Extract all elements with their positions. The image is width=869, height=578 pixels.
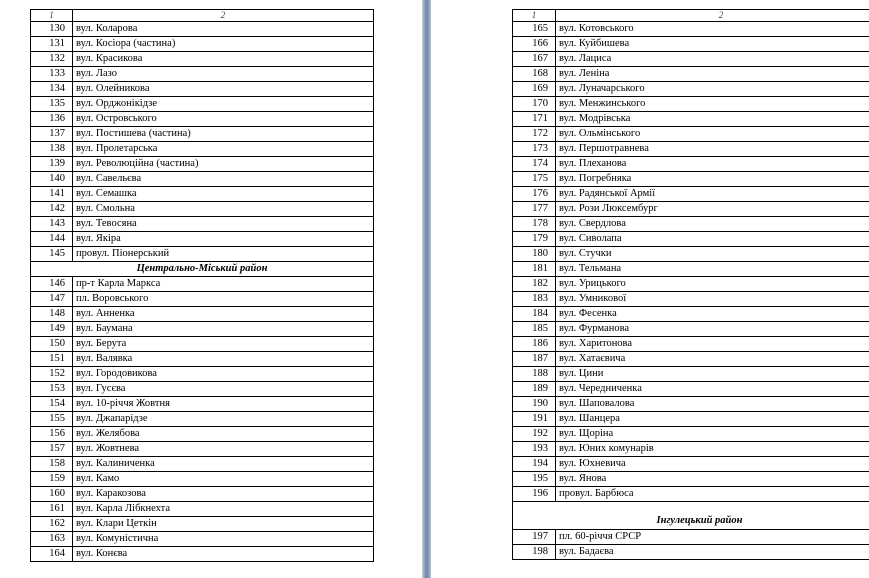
street-name: вул. Погребняка	[556, 172, 869, 187]
row-number: 157	[31, 442, 73, 457]
row-number: 151	[31, 352, 73, 367]
table-row	[31, 427, 374, 442]
street-name: вул. Котовського	[556, 22, 869, 37]
street-name: вул. Коларова	[73, 22, 374, 37]
table-row	[513, 382, 869, 397]
street-table-right	[512, 9, 869, 560]
street-table-right-body	[513, 10, 869, 560]
document-page-right	[431, 0, 869, 578]
table-row	[31, 532, 374, 547]
table-row	[513, 37, 869, 52]
table-row	[513, 292, 869, 307]
row-number: 146	[31, 277, 73, 292]
street-name: вул. 10-річчя Жовтня	[73, 397, 374, 412]
street-name: вул. Тевосяна	[73, 217, 374, 232]
street-name: вул. Калиниченка	[73, 457, 374, 472]
street-name: вул. Янова	[556, 472, 869, 487]
table-row	[31, 382, 374, 397]
row-number: 141	[31, 187, 73, 202]
table-row	[31, 277, 374, 292]
row-number: 185	[513, 322, 556, 337]
street-name: вул. Гусєва	[73, 382, 374, 397]
table-row	[31, 202, 374, 217]
street-name: вул. Смольна	[73, 202, 374, 217]
row-number: 188	[513, 367, 556, 382]
street-name: вул. Луначарського	[556, 82, 869, 97]
table-row	[513, 232, 869, 247]
row-number: 164	[31, 547, 73, 562]
table-row	[31, 52, 374, 67]
street-name: вул. Чередниченка	[556, 382, 869, 397]
row-number: 148	[31, 307, 73, 322]
table-row	[31, 37, 374, 52]
street-name: вул. Джапарідзе	[73, 412, 374, 427]
street-name: вул. Щоріна	[556, 427, 869, 442]
street-name: вул. Рози Люксембург	[556, 202, 869, 217]
row-number: 150	[31, 337, 73, 352]
row-number: 193	[513, 442, 556, 457]
street-name: вул. Комуністична	[73, 532, 374, 547]
table-row	[513, 322, 869, 337]
row-number: 177	[513, 202, 556, 217]
table-row	[31, 157, 374, 172]
street-name: вул. Тельмана	[556, 262, 869, 277]
street-name: провул. Піонерський	[73, 247, 374, 262]
table-row	[513, 337, 869, 352]
row-number: 133	[31, 67, 73, 82]
district-section-row	[513, 502, 869, 530]
street-name: вул. Юхневича	[556, 457, 869, 472]
row-number: 132	[31, 52, 73, 67]
table-row	[513, 457, 869, 472]
table-row	[513, 142, 869, 157]
row-number: 165	[513, 22, 556, 37]
row-number: 160	[31, 487, 73, 502]
table-row	[31, 82, 374, 97]
table-row	[513, 397, 869, 412]
street-name: вул. Клари Цеткін	[73, 517, 374, 532]
row-number: 180	[513, 247, 556, 262]
table-row	[513, 530, 869, 545]
table-row	[513, 82, 869, 97]
table-row	[31, 187, 374, 202]
street-name: вул. Куйбишева	[556, 37, 869, 52]
table-row	[31, 397, 374, 412]
table-row	[513, 472, 869, 487]
street-name: вул. Городовикова	[73, 367, 374, 382]
table-row	[31, 337, 374, 352]
street-name: вул. Каракозова	[73, 487, 374, 502]
table-row	[513, 412, 869, 427]
street-name: вул. Стучки	[556, 247, 869, 262]
table-row	[513, 22, 869, 37]
street-name: вул. Шаповалова	[556, 397, 869, 412]
table-row	[513, 157, 869, 172]
table-row	[513, 442, 869, 457]
street-name: вул. Конєва	[73, 547, 374, 562]
street-name: провул. Барбюса	[556, 487, 869, 502]
row-number: 156	[31, 427, 73, 442]
table-row	[31, 442, 374, 457]
row-number: 175	[513, 172, 556, 187]
street-name: вул. Желябова	[73, 427, 374, 442]
street-name: вул. Валявка	[73, 352, 374, 367]
row-number: 172	[513, 127, 556, 142]
row-number: 169	[513, 82, 556, 97]
table-row	[513, 52, 869, 67]
street-name: пр-т Карла Маркса	[73, 277, 374, 292]
row-number: 192	[513, 427, 556, 442]
row-number: 189	[513, 382, 556, 397]
street-name: вул. Орджонікідзе	[73, 97, 374, 112]
street-name: вул. Першотравнева	[556, 142, 869, 157]
street-name: вул. Менжинського	[556, 97, 869, 112]
row-number: 138	[31, 142, 73, 157]
street-name: вул. Умникової	[556, 292, 869, 307]
row-number: 155	[31, 412, 73, 427]
street-name: вул. Шанцера	[556, 412, 869, 427]
street-name: вул. Савельєва	[73, 172, 374, 187]
row-number: 184	[513, 307, 556, 322]
row-number: 142	[31, 202, 73, 217]
table-row	[513, 97, 869, 112]
table-row	[31, 517, 374, 532]
row-number: 159	[31, 472, 73, 487]
table-row	[31, 142, 374, 157]
row-number: 195	[513, 472, 556, 487]
street-name: вул. Харитонова	[556, 337, 869, 352]
row-number: 194	[513, 457, 556, 472]
table-row	[513, 427, 869, 442]
table-row	[513, 67, 869, 82]
table-row	[31, 172, 374, 187]
street-name: вул. Жовтнева	[73, 442, 374, 457]
street-table-left	[30, 9, 374, 562]
street-name: вул. Плеханова	[556, 157, 869, 172]
row-number: 173	[513, 142, 556, 157]
document-page-left	[0, 0, 422, 578]
street-name: вул. Цини	[556, 367, 869, 382]
street-name: вул. Косіора (частина)	[73, 37, 374, 52]
street-name: вул. Ольмінського	[556, 127, 869, 142]
street-name: вул. Свердлова	[556, 217, 869, 232]
street-name: вул. Юних комунарів	[556, 442, 869, 457]
column-header-2: 2	[73, 10, 374, 22]
table-row	[513, 127, 869, 142]
row-number: 182	[513, 277, 556, 292]
row-number: 181	[513, 262, 556, 277]
row-number: 154	[31, 397, 73, 412]
street-name: вул. Анненка	[73, 307, 374, 322]
street-name: вул. Камо	[73, 472, 374, 487]
table-row	[513, 277, 869, 292]
street-name: вул. Бадаєва	[556, 545, 869, 560]
table-row	[31, 97, 374, 112]
row-number: 190	[513, 397, 556, 412]
table-column-header-row	[31, 10, 374, 22]
table-row	[31, 412, 374, 427]
table-row	[513, 545, 869, 560]
street-name: пл. 60-річчя СРСР	[556, 530, 869, 545]
street-name: вул. Сиволапа	[556, 232, 869, 247]
row-number: 196	[513, 487, 556, 502]
street-name: вул. Олейникова	[73, 82, 374, 97]
row-number: 186	[513, 337, 556, 352]
street-name: вул. Баумана	[73, 322, 374, 337]
table-row	[31, 457, 374, 472]
table-row	[31, 232, 374, 247]
row-number: 131	[31, 37, 73, 52]
row-number: 134	[31, 82, 73, 97]
table-row	[513, 262, 869, 277]
table-row	[31, 22, 374, 37]
table-row	[513, 172, 869, 187]
row-number: 137	[31, 127, 73, 142]
table-row	[31, 502, 374, 517]
street-name: вул. Семашка	[73, 187, 374, 202]
district-heading: Інгулецький район	[513, 502, 869, 530]
street-name: вул. Радянської Армії	[556, 187, 869, 202]
table-row	[31, 247, 374, 262]
table-row	[31, 112, 374, 127]
row-number: 145	[31, 247, 73, 262]
street-name: вул. Постишева (частина)	[73, 127, 374, 142]
table-row	[31, 292, 374, 307]
table-row	[513, 112, 869, 127]
row-number: 153	[31, 382, 73, 397]
street-name: вул. Революційна (частина)	[73, 157, 374, 172]
row-number: 135	[31, 97, 73, 112]
row-number: 174	[513, 157, 556, 172]
row-number: 136	[31, 112, 73, 127]
table-row	[513, 307, 869, 322]
row-number: 197	[513, 530, 556, 545]
street-name: вул. Фесенка	[556, 307, 869, 322]
table-row	[31, 307, 374, 322]
street-name: вул. Островського	[73, 112, 374, 127]
row-number: 139	[31, 157, 73, 172]
table-row	[513, 367, 869, 382]
table-row	[31, 547, 374, 562]
street-name: вул. Урицького	[556, 277, 869, 292]
street-name: вул. Модрівська	[556, 112, 869, 127]
table-row	[31, 127, 374, 142]
column-header-2: 2	[556, 10, 869, 22]
table-row	[31, 322, 374, 337]
street-name: вул. Красикова	[73, 52, 374, 67]
street-name: вул. Леніна	[556, 67, 869, 82]
street-name: вул. Хатаєвича	[556, 352, 869, 367]
row-number: 149	[31, 322, 73, 337]
street-name: пл. Воровського	[73, 292, 374, 307]
table-row	[513, 247, 869, 262]
row-number: 147	[31, 292, 73, 307]
district-section-row	[31, 262, 374, 277]
table-row	[31, 67, 374, 82]
street-name: вул. Пролетарська	[73, 142, 374, 157]
table-row	[31, 472, 374, 487]
row-number: 191	[513, 412, 556, 427]
row-number: 170	[513, 97, 556, 112]
table-row	[513, 352, 869, 367]
table-row	[31, 352, 374, 367]
street-name: вул. Карла Лібкнехта	[73, 502, 374, 517]
column-header-1: 1	[513, 10, 556, 22]
row-number: 162	[31, 517, 73, 532]
street-name: вул. Якіра	[73, 232, 374, 247]
row-number: 168	[513, 67, 556, 82]
table-column-header-row	[513, 10, 869, 22]
table-row	[513, 217, 869, 232]
table-row	[513, 202, 869, 217]
street-name: вул. Берута	[73, 337, 374, 352]
row-number: 161	[31, 502, 73, 517]
row-number: 163	[31, 532, 73, 547]
row-number: 130	[31, 22, 73, 37]
row-number: 140	[31, 172, 73, 187]
column-header-1: 1	[31, 10, 73, 22]
row-number: 183	[513, 292, 556, 307]
row-number: 179	[513, 232, 556, 247]
row-number: 166	[513, 37, 556, 52]
district-heading: Центрально-Міський район	[31, 262, 374, 277]
street-name: вул. Фурманова	[556, 322, 869, 337]
row-number: 167	[513, 52, 556, 67]
row-number: 176	[513, 187, 556, 202]
row-number: 187	[513, 352, 556, 367]
row-number: 152	[31, 367, 73, 382]
street-name: вул. Лациса	[556, 52, 869, 67]
row-number: 178	[513, 217, 556, 232]
row-number: 198	[513, 545, 556, 560]
street-name: вул. Лазо	[73, 67, 374, 82]
row-number: 171	[513, 112, 556, 127]
table-row	[31, 367, 374, 382]
table-row	[513, 487, 869, 502]
page-gutter	[422, 0, 431, 578]
row-number: 144	[31, 232, 73, 247]
table-row	[31, 487, 374, 502]
row-number: 158	[31, 457, 73, 472]
row-number: 143	[31, 217, 73, 232]
street-table-left-body	[31, 10, 374, 562]
table-row	[513, 187, 869, 202]
table-row	[31, 217, 374, 232]
